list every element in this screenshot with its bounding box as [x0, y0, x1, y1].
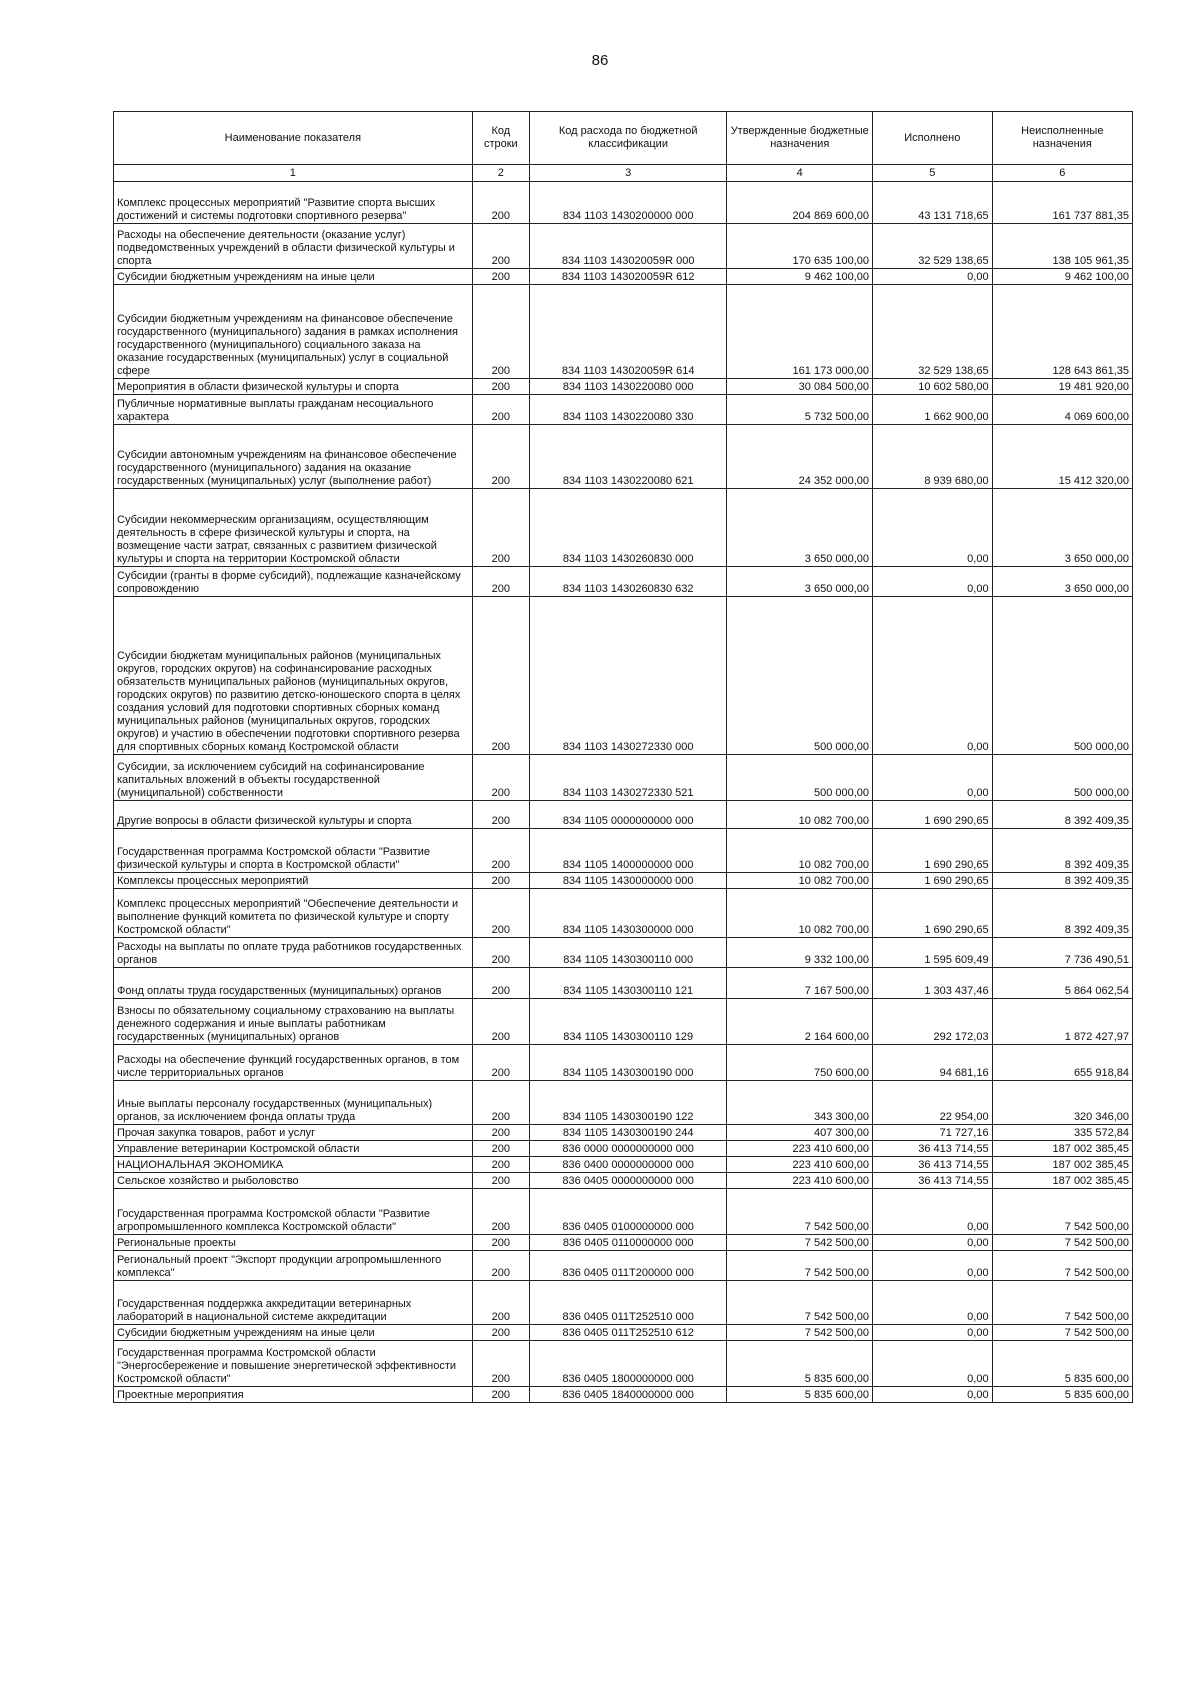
- column-header: Код расхода по бюджетной классификации: [529, 112, 727, 165]
- row-name: Субсидии бюджетным учреждениям на иные цели: [114, 269, 473, 285]
- row-budget-class: 834 1103 143020059R 612: [529, 269, 727, 285]
- row-approved: 5 835 600,00: [727, 1341, 873, 1387]
- row-executed: 43 131 718,65: [873, 182, 993, 224]
- row-approved: 343 300,00: [727, 1081, 873, 1125]
- row-approved: 30 084 500,00: [727, 379, 873, 395]
- row-executed: 0,00: [873, 755, 993, 801]
- row-executed: 1 595 609,49: [873, 938, 993, 968]
- table-row: [114, 379, 1133, 395]
- row-executed: 22 954,00: [873, 1081, 993, 1125]
- row-name: Субсидии бюджетным учреждениям на иные цели: [114, 1325, 473, 1341]
- row-budget-class: 836 0405 011Т200000 000: [529, 1251, 727, 1281]
- row-budget-class: 836 0405 0110000000 000: [529, 1235, 727, 1251]
- row-name: Субсидии бюджетам муниципальных районов (муниципальных округов, городских округов) на софинансирование расходных обязательств муниципальных районов (муниципальных округов, городских округов) по развитию детско-юношеского спорта в целях создания условий для подготовки спортивных сборных команд муниципальных районов (муниципальных округов, городских округов) и участию в обеспечении подготовки спортивного резерва для спортивных сборных команд Костромской области: [114, 597, 473, 755]
- row-code: 200: [472, 224, 529, 269]
- row-code: 200: [472, 1125, 529, 1141]
- table-row: [114, 489, 1133, 567]
- table-row: [114, 224, 1133, 269]
- row-approved: 7 542 500,00: [727, 1189, 873, 1235]
- row-unexecuted: 1 872 427,97: [992, 999, 1132, 1045]
- row-approved: 5 732 500,00: [727, 395, 873, 425]
- row-executed: 10 602 580,00: [873, 379, 993, 395]
- row-budget-class: 834 1105 0000000000 000: [529, 801, 727, 829]
- row-name: Сельское хозяйство и рыболовство: [114, 1173, 473, 1189]
- row-executed: 0,00: [873, 1189, 993, 1235]
- row-executed: 1 690 290,65: [873, 889, 993, 938]
- row-unexecuted: 8 392 409,35: [992, 801, 1132, 829]
- row-budget-class: 834 1103 1430220080 330: [529, 395, 727, 425]
- row-code: 200: [472, 755, 529, 801]
- row-approved: 7 542 500,00: [727, 1281, 873, 1325]
- row-name: Субсидии (гранты в форме субсидий), подлежащие казначейскому сопровождению: [114, 567, 473, 597]
- column-number: 5: [873, 165, 993, 182]
- table-row: [114, 182, 1133, 224]
- row-executed: 1 303 437,46: [873, 968, 993, 999]
- row-code: 200: [472, 269, 529, 285]
- row-code: 200: [472, 1387, 529, 1403]
- column-header: Неисполненные назначения: [992, 112, 1132, 165]
- row-name: Прочая закупка товаров, работ и услуг: [114, 1125, 473, 1141]
- row-code: 200: [472, 425, 529, 489]
- row-unexecuted: 8 392 409,35: [992, 889, 1132, 938]
- table-row: [114, 1251, 1133, 1281]
- row-name: Фонд оплаты труда государственных (муниципальных) органов: [114, 968, 473, 999]
- row-unexecuted: 335 572,84: [992, 1125, 1132, 1141]
- table-row: [114, 1125, 1133, 1141]
- row-approved: 7 542 500,00: [727, 1251, 873, 1281]
- table-row: [114, 425, 1133, 489]
- row-code: 200: [472, 1141, 529, 1157]
- row-executed: 0,00: [873, 1235, 993, 1251]
- row-budget-class: 834 1105 1430300000 000: [529, 889, 727, 938]
- row-code: 200: [472, 1081, 529, 1125]
- table-row: [114, 889, 1133, 938]
- column-header: Утвержденные бюджетные назначения: [727, 112, 873, 165]
- row-name: Комплексы процессных мероприятий: [114, 873, 473, 889]
- row-unexecuted: 655 918,84: [992, 1045, 1132, 1081]
- row-approved: 9 462 100,00: [727, 269, 873, 285]
- row-approved: 161 173 000,00: [727, 285, 873, 379]
- row-budget-class: 836 0405 1840000000 000: [529, 1387, 727, 1403]
- row-executed: 71 727,16: [873, 1125, 993, 1141]
- row-approved: 3 650 000,00: [727, 567, 873, 597]
- column-number-row: [114, 165, 1133, 182]
- row-unexecuted: 5 835 600,00: [992, 1341, 1132, 1387]
- row-code: 200: [472, 1341, 529, 1387]
- row-unexecuted: 8 392 409,35: [992, 829, 1132, 873]
- row-unexecuted: 7 542 500,00: [992, 1235, 1132, 1251]
- row-executed: 0,00: [873, 597, 993, 755]
- row-unexecuted: 5 835 600,00: [992, 1387, 1132, 1403]
- row-unexecuted: 500 000,00: [992, 755, 1132, 801]
- row-code: 200: [472, 395, 529, 425]
- row-approved: 24 352 000,00: [727, 425, 873, 489]
- row-name: Субсидии, за исключением субсидий на софинансирование капитальных вложений в объекты государственной (муниципальной) собственности: [114, 755, 473, 801]
- row-name: Субсидии автономным учреждениям на финансовое обеспечение государственного (муниципального) задания на оказание государственных (муниципальных) услуг (выполнение работ): [114, 425, 473, 489]
- row-approved: 7 167 500,00: [727, 968, 873, 999]
- row-budget-class: 834 1105 1430000000 000: [529, 873, 727, 889]
- row-budget-class: 836 0405 0000000000 000: [529, 1173, 727, 1189]
- row-name: Взносы по обязательному социальному страхованию на выплаты денежного содержания и иные выплаты работникам государственных (муниципальных) органов: [114, 999, 473, 1045]
- row-budget-class: 834 1103 1430200000 000: [529, 182, 727, 224]
- column-header: Наименование показателя: [114, 112, 473, 165]
- budget-report-table: [113, 111, 1133, 1403]
- row-budget-class: 834 1103 1430272330 521: [529, 755, 727, 801]
- row-name: Другие вопросы в области физической культуры и спорта: [114, 801, 473, 829]
- row-approved: 10 082 700,00: [727, 829, 873, 873]
- row-budget-class: 836 0405 1800000000 000: [529, 1341, 727, 1387]
- row-approved: 170 635 100,00: [727, 224, 873, 269]
- row-name: Субсидии бюджетным учреждениям на финансовое обеспечение государственного (муниципального) задания в рамках исполнения государственного (муниципального) социального заказа на оказание государственных (муниципальных) услуг в социальной сфере: [114, 285, 473, 379]
- row-unexecuted: 19 481 920,00: [992, 379, 1132, 395]
- row-unexecuted: 320 346,00: [992, 1081, 1132, 1125]
- row-name: Государственная поддержка аккредитации ветеринарных лабораторий в национальной системе аккредитации: [114, 1281, 473, 1325]
- row-executed: 36 413 714,55: [873, 1173, 993, 1189]
- row-budget-class: 834 1105 1430300110 121: [529, 968, 727, 999]
- table-row: [114, 1141, 1133, 1157]
- table-row: [114, 285, 1133, 379]
- row-approved: 7 542 500,00: [727, 1235, 873, 1251]
- row-unexecuted: 7 542 500,00: [992, 1251, 1132, 1281]
- row-approved: 10 082 700,00: [727, 873, 873, 889]
- row-executed: 292 172,03: [873, 999, 993, 1045]
- row-name: Иные выплаты персоналу государственных (муниципальных) органов, за исключением фонда оплаты труда: [114, 1081, 473, 1125]
- row-code: 200: [472, 567, 529, 597]
- table-row: [114, 873, 1133, 889]
- row-code: 200: [472, 379, 529, 395]
- row-budget-class: 834 1103 1430220080 621: [529, 425, 727, 489]
- column-number: 4: [727, 165, 873, 182]
- row-unexecuted: 161 737 881,35: [992, 182, 1132, 224]
- row-executed: 1 690 290,65: [873, 873, 993, 889]
- row-name: Комплекс процессных мероприятий "Развитие спорта высших достижений и системы подготовки спортивного резерва": [114, 182, 473, 224]
- table-row: [114, 597, 1133, 755]
- row-name: Расходы на обеспечение деятельности (оказание услуг) подведомственных учреждений в области физической культуры и спорта: [114, 224, 473, 269]
- row-approved: 10 082 700,00: [727, 889, 873, 938]
- table-row: [114, 395, 1133, 425]
- row-executed: 1 690 290,65: [873, 829, 993, 873]
- table-row: [114, 1173, 1133, 1189]
- table-row: [114, 938, 1133, 968]
- row-unexecuted: 500 000,00: [992, 597, 1132, 755]
- row-name: НАЦИОНАЛЬНАЯ ЭКОНОМИКА: [114, 1157, 473, 1173]
- row-approved: 5 835 600,00: [727, 1387, 873, 1403]
- row-name: Управление ветеринарии Костромской области: [114, 1141, 473, 1157]
- row-budget-class: 834 1105 1430300190 122: [529, 1081, 727, 1125]
- row-code: 200: [472, 938, 529, 968]
- row-name: Региональный проект "Экспорт продукции агропромышленного комплекса": [114, 1251, 473, 1281]
- table-row: [114, 829, 1133, 873]
- row-budget-class: 834 1105 1400000000 000: [529, 829, 727, 873]
- row-executed: 32 529 138,65: [873, 224, 993, 269]
- row-name: Региональные проекты: [114, 1235, 473, 1251]
- row-code: 200: [472, 889, 529, 938]
- row-approved: 2 164 600,00: [727, 999, 873, 1045]
- row-budget-class: 836 0405 011Т252510 612: [529, 1325, 727, 1341]
- table-row: [114, 1325, 1133, 1341]
- table-row: [114, 1281, 1133, 1325]
- row-budget-class: 834 1103 143020059R 000: [529, 224, 727, 269]
- row-executed: 0,00: [873, 567, 993, 597]
- table-row: [114, 1387, 1133, 1403]
- row-budget-class: 834 1105 1430300110 129: [529, 999, 727, 1045]
- row-budget-class: 834 1105 1430300190 000: [529, 1045, 727, 1081]
- row-budget-class: 834 1103 1430220080 000: [529, 379, 727, 395]
- row-executed: 0,00: [873, 489, 993, 567]
- row-executed: 0,00: [873, 1341, 993, 1387]
- row-executed: 32 529 138,65: [873, 285, 993, 379]
- row-executed: 1 690 290,65: [873, 801, 993, 829]
- row-code: 200: [472, 1045, 529, 1081]
- row-code: 200: [472, 829, 529, 873]
- row-budget-class: 834 1103 1430272330 000: [529, 597, 727, 755]
- row-code: 200: [472, 999, 529, 1045]
- row-code: 200: [472, 1281, 529, 1325]
- row-budget-class: 836 0000 0000000000 000: [529, 1141, 727, 1157]
- row-unexecuted: 9 462 100,00: [992, 269, 1132, 285]
- row-approved: 500 000,00: [727, 755, 873, 801]
- table-row: [114, 567, 1133, 597]
- row-approved: 500 000,00: [727, 597, 873, 755]
- column-number: 2: [472, 165, 529, 182]
- row-code: 200: [472, 1325, 529, 1341]
- row-unexecuted: 4 069 600,00: [992, 395, 1132, 425]
- row-approved: 3 650 000,00: [727, 489, 873, 567]
- table-row: [114, 755, 1133, 801]
- row-approved: 9 332 100,00: [727, 938, 873, 968]
- row-code: 200: [472, 285, 529, 379]
- table-row: [114, 1341, 1133, 1387]
- row-executed: 0,00: [873, 1387, 993, 1403]
- row-executed: 94 681,16: [873, 1045, 993, 1081]
- column-header: Исполнено: [873, 112, 993, 165]
- row-code: 200: [472, 801, 529, 829]
- row-name: Мероприятия в области физической культуры и спорта: [114, 379, 473, 395]
- column-header: Код строки: [472, 112, 529, 165]
- row-code: 200: [472, 597, 529, 755]
- row-name: Государственная программа Костромской области "Развитие физической культуры и спорта в Костромской области": [114, 829, 473, 873]
- row-approved: 407 300,00: [727, 1125, 873, 1141]
- row-unexecuted: 7 542 500,00: [992, 1281, 1132, 1325]
- row-name: Субсидии некоммерческим организациям, осуществляющим деятельность в сфере физической культуры и спорта, на возмещение части затрат, связанных с развитием физической культуры и спорта на территории Костромской области: [114, 489, 473, 567]
- row-code: 200: [472, 1189, 529, 1235]
- row-executed: 0,00: [873, 1281, 993, 1325]
- row-unexecuted: 187 002 385,45: [992, 1157, 1132, 1173]
- row-unexecuted: 7 542 500,00: [992, 1325, 1132, 1341]
- row-unexecuted: 8 392 409,35: [992, 873, 1132, 889]
- row-name: Публичные нормативные выплаты гражданам несоциального характера: [114, 395, 473, 425]
- header-row: [114, 112, 1133, 165]
- column-number: 6: [992, 165, 1132, 182]
- page-number: 86: [591, 52, 609, 69]
- row-budget-class: 834 1103 1430260830 632: [529, 567, 727, 597]
- row-executed: 0,00: [873, 269, 993, 285]
- table-body: [114, 182, 1133, 1403]
- row-unexecuted: 7 736 490,51: [992, 938, 1132, 968]
- row-name: Проектные мероприятия: [114, 1387, 473, 1403]
- row-budget-class: 834 1105 1430300110 000: [529, 938, 727, 968]
- row-approved: 204 869 600,00: [727, 182, 873, 224]
- row-executed: 0,00: [873, 1251, 993, 1281]
- row-unexecuted: 128 643 861,35: [992, 285, 1132, 379]
- table-row: [114, 1189, 1133, 1235]
- row-budget-class: 834 1105 1430300190 244: [529, 1125, 727, 1141]
- row-code: 200: [472, 182, 529, 224]
- row-approved: 223 410 600,00: [727, 1173, 873, 1189]
- row-unexecuted: 3 650 000,00: [992, 489, 1132, 567]
- row-approved: 223 410 600,00: [727, 1157, 873, 1173]
- row-code: 200: [472, 1251, 529, 1281]
- row-executed: 1 662 900,00: [873, 395, 993, 425]
- column-number: 3: [529, 165, 727, 182]
- row-name: Государственная программа Костромской области "Развитие агропромышленного комплекса Костромской области": [114, 1189, 473, 1235]
- row-name: Расходы на выплаты по оплате труда работников государственных органов: [114, 938, 473, 968]
- row-unexecuted: 187 002 385,45: [992, 1141, 1132, 1157]
- column-number: 1: [114, 165, 473, 182]
- row-unexecuted: 15 412 320,00: [992, 425, 1132, 489]
- row-budget-class: 836 0405 0100000000 000: [529, 1189, 727, 1235]
- row-name: Расходы на обеспечение функций государственных органов, в том числе территориальных органов: [114, 1045, 473, 1081]
- row-code: 200: [472, 873, 529, 889]
- row-unexecuted: 5 864 062,54: [992, 968, 1132, 999]
- row-code: 200: [472, 1235, 529, 1251]
- row-executed: 8 939 680,00: [873, 425, 993, 489]
- row-budget-class: 834 1103 143020059R 614: [529, 285, 727, 379]
- table-row: [114, 1235, 1133, 1251]
- row-approved: 7 542 500,00: [727, 1325, 873, 1341]
- row-unexecuted: 3 650 000,00: [992, 567, 1132, 597]
- row-executed: 36 413 714,55: [873, 1157, 993, 1173]
- row-unexecuted: 187 002 385,45: [992, 1173, 1132, 1189]
- row-executed: 0,00: [873, 1325, 993, 1341]
- row-budget-class: 836 0400 0000000000 000: [529, 1157, 727, 1173]
- table-row: [114, 801, 1133, 829]
- row-code: 200: [472, 968, 529, 999]
- table-row: [114, 999, 1133, 1045]
- table-row: [114, 968, 1133, 999]
- row-code: 200: [472, 1173, 529, 1189]
- row-name: Комплекс процессных мероприятий "Обеспечение деятельности и выполнение функций комитета по физической культуре и спорту Костромской области": [114, 889, 473, 938]
- row-name: Государственная программа Костромской области "Энергосбережение и повышение энергетической эффективности Костромской области": [114, 1341, 473, 1387]
- row-approved: 223 410 600,00: [727, 1141, 873, 1157]
- row-unexecuted: 7 542 500,00: [992, 1189, 1132, 1235]
- row-approved: 750 600,00: [727, 1045, 873, 1081]
- row-budget-class: 834 1103 1430260830 000: [529, 489, 727, 567]
- table-row: [114, 269, 1133, 285]
- row-budget-class: 836 0405 011Т252510 000: [529, 1281, 727, 1325]
- row-code: 200: [472, 1157, 529, 1173]
- row-executed: 36 413 714,55: [873, 1141, 993, 1157]
- row-approved: 10 082 700,00: [727, 801, 873, 829]
- row-unexecuted: 138 105 961,35: [992, 224, 1132, 269]
- row-code: 200: [472, 489, 529, 567]
- table-row: [114, 1045, 1133, 1081]
- table-row: [114, 1081, 1133, 1125]
- table-row: [114, 1157, 1133, 1173]
